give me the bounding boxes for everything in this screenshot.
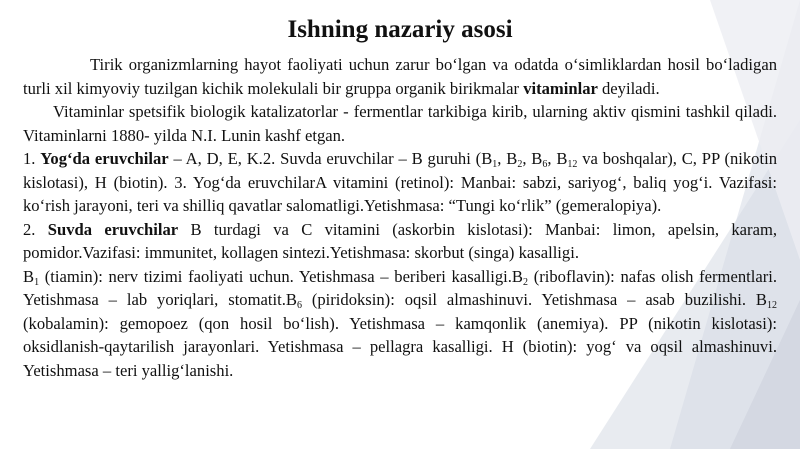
text-fragment: (kobalamin): gemopoez (qon hosil bo‘lish). Yetishmasa – kamqonlik (anemiya). PP (nikotin kislotasi): oksidlanish-qaytarilish jarayonlari. Yetishmasa – pellagra kasalligi. H (biotin): yog‘ va oqsil almashinuvi. Yetishmasa – teri yallig‘lanishi. [23,313,777,380]
text-fragment: , B [497,149,518,168]
text-fragment: (piridoksin): oqsil almashinuvi. Yetishmasa – asab buzilishi. B [301,290,767,309]
paragraph-intro: Vitaminlar spetsifik biologik katalizatorlar - fermentlar tarkibiga kirib, ularning aktiv qismini tashkil qiladi. Vitaminlarni 1880- yilda N.I. Lunin kashf etgan. [23,102,777,145]
text-fragment: (tiamin): nerv tizimi faoliyati uchun. Yetishmasa – beriberi kasalligi.B [39,266,523,286]
subscript: 12 [767,300,777,311]
text-fragment: , B [547,149,568,168]
subscript: 6 [296,300,302,311]
section-number: 2 [23,219,32,239]
section-separator: . [31,219,48,239]
definition-text: Tirik organizmlarning hayot faoliyati uchun zarur bo‘lgan va odatda o‘simliklardan hosil bo‘ladigan turli xil kimyoviy tuzilgan kichik molekulali bir gruppa organik birikmalar [23,55,777,98]
subscript: 1 [34,276,40,288]
text-fragment: B turdagi va C vitamini (askorbin kislotasi): Manbai: limon, apelsin, karam, pomidor.Vazifasi: immunitet, kollagen sintezi.Yetishmasa: skorbut (singa) kasalligi. [23,219,777,262]
text-fragment: B [23,266,35,286]
slide-body [23,53,777,382]
section-heading-water-soluble: Suvda eruvchilar [47,219,179,239]
slide-title: Ishning nazariy asosi [287,16,513,43]
text-fragment: , B [522,149,543,168]
section-separator: . [31,149,41,168]
paragraph-b-vitamins [23,265,777,383]
paragraph-water-soluble [23,218,777,265]
subscript: 1 [492,159,498,170]
subscript: 12 [567,159,578,170]
definition-end: deyiladi. [597,78,660,98]
section-heading-fat-soluble: Yog‘da eruvchilar [40,149,169,168]
text-fragment: va boshqalar), C, PP (nikotin kislotasi), H (biotin). 3. Yog‘da eruvchilarA vitamini (retinol): Manbai: sabzi, sariyog‘, baliq yog‘i. Vazifasi: ko‘rish jarayoni, teri va shilliq qavatlar salomatligi.Yetishmasa: “Tungi ko‘rlik” (gemeralopiya). [23,149,777,215]
paragraph-definition [23,53,777,100]
subscript: 2 [517,159,523,170]
subscript: 6 [542,159,548,170]
text-fragment: – A, D, E, K.2. Suvda eruvchilar – B guruhi (B [168,149,493,168]
paragraph-fat-soluble [23,147,777,218]
subscript: 2 [523,276,528,288]
section-number: 1 [23,149,32,168]
definition-term: vitaminlar [523,78,598,98]
text-fragment: (riboflavin): nafas olish fermentlari. Yetishmasa – lab yoriqlari, stomatit.B [23,266,777,309]
